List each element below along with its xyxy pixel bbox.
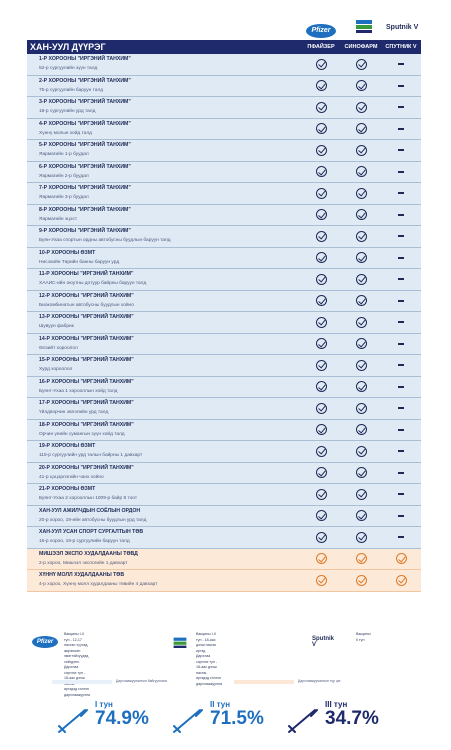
cell-sputnik bbox=[381, 269, 421, 290]
site-address: ХААИС-ийн оюутны дотуур байрны баруун талд bbox=[39, 281, 147, 286]
check-circle-icon bbox=[316, 446, 327, 457]
check-circle-icon bbox=[316, 317, 327, 328]
dash-icon bbox=[398, 85, 404, 87]
check-circle-icon bbox=[316, 274, 327, 285]
site-row bbox=[27, 463, 421, 485]
dash-icon bbox=[398, 386, 404, 388]
cell-sputnik bbox=[381, 441, 421, 462]
cell-sinopharm bbox=[341, 527, 381, 548]
check-circle-icon bbox=[356, 575, 367, 586]
check-circle-icon bbox=[356, 510, 367, 521]
site-address: 16-р хороо, 19-р сургуулийн баруун талд bbox=[39, 539, 130, 544]
site-address: Шувуун фабрик bbox=[39, 324, 74, 329]
cell-pfizer bbox=[301, 226, 341, 247]
dash-icon bbox=[398, 149, 404, 151]
cell-pfizer bbox=[301, 119, 341, 140]
site-row bbox=[27, 162, 421, 184]
check-circle-icon bbox=[316, 102, 327, 113]
site-name: 1-Р ХОРООНЫ "ИРГЭНИЙ ТАНХИМ" bbox=[39, 56, 131, 62]
site-info bbox=[27, 140, 301, 161]
site-name: 12-Р ХОРООНЫ "ИРГЭНИЙ ТАНХИМ" bbox=[39, 292, 134, 299]
check-circle-icon bbox=[316, 489, 327, 500]
cell-pfizer bbox=[301, 54, 341, 75]
check-circle-icon bbox=[356, 338, 367, 349]
dash-icon bbox=[398, 536, 404, 538]
cell-sinopharm bbox=[341, 291, 381, 312]
site-address: 18-р сургуулийн урд талд bbox=[39, 109, 96, 114]
site-address: 4-р хороо, Хүннү молл худалдааны төвийн 4 давхарт bbox=[39, 582, 158, 587]
check-circle-icon bbox=[316, 59, 327, 70]
dash-icon bbox=[398, 429, 404, 431]
site-info bbox=[27, 269, 301, 290]
stat-label: II тун bbox=[210, 700, 231, 709]
cell-pfizer bbox=[301, 506, 341, 527]
cell-sinopharm bbox=[341, 140, 381, 161]
cell-pfizer bbox=[301, 355, 341, 376]
stat-dose-1 bbox=[55, 700, 155, 740]
dash-icon bbox=[398, 407, 404, 409]
check-circle-icon bbox=[316, 467, 327, 478]
col-pfizer: ПФАЙЗЕР bbox=[307, 44, 335, 50]
dash-icon bbox=[398, 450, 404, 452]
cell-pfizer bbox=[301, 97, 341, 118]
stat-label: III тун bbox=[325, 700, 348, 709]
site-info bbox=[27, 76, 301, 97]
district-title: ХАН-УУЛ ДҮҮРЭГ bbox=[30, 42, 106, 52]
vaccine-logos bbox=[300, 0, 450, 40]
cell-sinopharm bbox=[341, 269, 381, 290]
check-circle-icon bbox=[356, 145, 367, 156]
check-circle-icon bbox=[356, 317, 367, 328]
site-name: 18-Р ХОРООНЫ "ИРГЭНИЙ ТАНХИМ" bbox=[39, 421, 134, 428]
pfizer-logo: Pfizer bbox=[32, 636, 58, 648]
check-circle-icon bbox=[356, 80, 367, 91]
site-name: 3-Р ХОРООНЫ "ИРГЭНИЙ ТАНХИМ" bbox=[39, 99, 131, 105]
site-info bbox=[27, 205, 301, 226]
cell-sinopharm bbox=[341, 312, 381, 333]
check-circle-icon bbox=[356, 446, 367, 457]
check-circle-icon bbox=[356, 252, 367, 263]
legend-text: Вакцины I-II тун - 12-17 настан хүүхэд, bbox=[64, 632, 89, 647]
cell-sputnik bbox=[381, 549, 421, 570]
site-address: Буян-Ухаа спортын ордны автобусны буудлын баруун талд bbox=[39, 238, 171, 243]
cell-sputnik bbox=[381, 463, 421, 484]
check-circle-icon bbox=[356, 188, 367, 199]
site-info bbox=[27, 377, 301, 398]
dash-icon bbox=[398, 343, 404, 345]
site-name: 20-Р ХОРООНЫ "ИРГЭНИЙ ТАНХИМ" bbox=[39, 464, 134, 471]
col-sinopharm: СИНОФАРМ bbox=[344, 44, 378, 50]
site-info bbox=[27, 570, 301, 591]
syringe-icon bbox=[55, 706, 91, 736]
dash-icon bbox=[398, 214, 404, 216]
cell-pfizer bbox=[301, 140, 341, 161]
check-circle-icon bbox=[356, 231, 367, 242]
site-name: 8-Р ХОРООНЫ "ИРГЭНИЙ ТАНХИМ" bbox=[39, 206, 131, 213]
site-name: 10-Р ХОРООНЫ ӨЗМТ bbox=[39, 249, 96, 256]
cell-pfizer bbox=[301, 484, 341, 505]
site-name: 19-Р ХОРООНЫ ӨЗМТ bbox=[39, 443, 96, 449]
check-circle-icon bbox=[356, 553, 367, 564]
cell-pfizer bbox=[301, 205, 341, 226]
vaccination-site-list bbox=[27, 54, 421, 592]
site-address: Яармагийн 2-р буудал bbox=[39, 173, 89, 179]
cell-sinopharm bbox=[341, 334, 381, 355]
legend-text: иргэдэд сэлгэн дархлаажуулна bbox=[196, 676, 222, 686]
site-name: 2-Р ХОРООНЫ "ИРГЭНИЙ ТАНХИМ" bbox=[39, 77, 131, 84]
site-row bbox=[27, 484, 421, 506]
syringe-icon bbox=[285, 706, 321, 736]
site-row bbox=[27, 248, 421, 270]
site-address: Буянт-Ухаа 2 хорооллын 1009-р байр 8 тоот bbox=[39, 496, 138, 501]
cell-sinopharm bbox=[341, 506, 381, 527]
check-circle-icon bbox=[356, 295, 367, 306]
check-circle-icon bbox=[356, 532, 367, 543]
cell-sinopharm bbox=[341, 570, 381, 591]
dash-icon bbox=[398, 493, 404, 495]
site-info bbox=[27, 248, 301, 269]
site-address: Өлзийт хороолол bbox=[39, 345, 78, 351]
site-name: 6-Р ХОРООНЫ "ИРГЭНИЙ ТАНХИМ" bbox=[39, 163, 131, 170]
cell-sinopharm bbox=[341, 162, 381, 183]
site-info bbox=[27, 506, 301, 527]
dash-icon bbox=[398, 63, 404, 65]
check-circle-icon bbox=[356, 467, 367, 478]
cell-sputnik bbox=[381, 162, 421, 183]
cell-sinopharm bbox=[341, 205, 381, 226]
site-address: Яармагийн 1-р буудал bbox=[39, 152, 89, 157]
cell-sputnik bbox=[381, 205, 421, 226]
cell-pfizer bbox=[301, 377, 341, 398]
site-row bbox=[27, 54, 421, 76]
cell-sinopharm bbox=[341, 54, 381, 75]
site-info bbox=[27, 420, 301, 441]
site-row bbox=[27, 97, 421, 119]
site-address: Биокомбинатын автобусны буудлын хойно bbox=[39, 302, 134, 308]
site-name: 21-Р ХОРООНЫ ӨЗМТ bbox=[39, 486, 96, 492]
site-info bbox=[27, 54, 301, 75]
cell-sputnik bbox=[381, 334, 421, 355]
site-type-legend bbox=[52, 680, 392, 690]
legend-text: иргэдэд сэлгэн дархлаажуулна bbox=[64, 687, 90, 697]
site-name: ХҮННҮ МОЛЛ ХУДАЛДААНЫ ТӨВ bbox=[39, 572, 125, 578]
site-info bbox=[27, 355, 301, 376]
cell-sputnik bbox=[381, 570, 421, 591]
cell-sputnik bbox=[381, 398, 421, 419]
site-info bbox=[27, 119, 301, 140]
check-circle-icon bbox=[316, 575, 327, 586]
cell-pfizer bbox=[301, 76, 341, 97]
site-info bbox=[27, 183, 301, 204]
site-info bbox=[27, 312, 301, 333]
site-name: 11-Р ХОРООНЫ "ИРГЭНИЙ ТАНХИМ" bbox=[39, 271, 134, 277]
check-circle-icon bbox=[356, 166, 367, 177]
site-name: ХАН-УУЛ УСАН СПОРТ СУРГАЛТЫН ТӨВ bbox=[39, 529, 144, 535]
check-circle-icon bbox=[316, 252, 327, 263]
site-name: 17-Р ХОРООНЫ "ИРГЭНИЙ ТАНХИМ" bbox=[39, 400, 134, 406]
cell-sinopharm bbox=[341, 76, 381, 97]
site-name: ХАН-УУЛ АЖИЛЧДЫН СОЁЛЫН ОРДОН bbox=[39, 507, 141, 514]
site-name: 4-Р ХОРООНЫ "ИРГЭНИЙ ТАНХИМ" bbox=[39, 120, 131, 127]
check-circle-icon bbox=[316, 553, 327, 564]
cell-pfizer bbox=[301, 248, 341, 269]
col-sputnik: СПУТНИК V bbox=[385, 44, 417, 50]
site-info bbox=[27, 226, 301, 247]
stat-value: 34.7% bbox=[325, 708, 379, 729]
syringe-icon bbox=[170, 706, 206, 736]
site-name: 9-Р ХОРООНЫ "ИРГЭНИЙ ТАНХИМ" bbox=[39, 228, 131, 234]
cell-sputnik bbox=[381, 76, 421, 97]
cell-pfizer bbox=[301, 183, 341, 204]
site-row bbox=[27, 355, 421, 377]
check-circle-icon bbox=[356, 489, 367, 500]
site-info bbox=[27, 527, 301, 548]
site-name: 7-Р ХОРООНЫ "ИРГЭНИЙ ТАНХИМ" bbox=[39, 185, 131, 191]
cell-sputnik bbox=[381, 97, 421, 118]
cell-pfizer bbox=[301, 420, 341, 441]
cell-sinopharm bbox=[341, 463, 381, 484]
check-circle-icon bbox=[316, 338, 327, 349]
site-row bbox=[27, 506, 421, 528]
site-row bbox=[27, 570, 421, 592]
check-circle-icon bbox=[316, 510, 327, 521]
site-row bbox=[27, 140, 421, 162]
permanent-site-label: Дархлаажуулалтын байгууллага bbox=[116, 679, 167, 683]
site-name: 5-Р ХОРООНЫ "ИРГЭНИЙ ТАНХИМ" bbox=[39, 142, 131, 148]
dash-icon bbox=[398, 257, 404, 259]
site-name: 14-Р ХОРООНЫ "ИРГЭНИЙ ТАНХИМ" bbox=[39, 335, 134, 342]
cell-sinopharm bbox=[341, 420, 381, 441]
cell-sputnik bbox=[381, 226, 421, 247]
cell-sinopharm bbox=[341, 441, 381, 462]
cell-sputnik bbox=[381, 140, 421, 161]
check-circle-icon bbox=[396, 575, 407, 586]
cell-pfizer bbox=[301, 291, 341, 312]
legend-text: Вакцины I-II тун - 18-аас дээш насны иргэд bbox=[196, 632, 217, 653]
site-info bbox=[27, 162, 301, 183]
site-address: 20-р хороо, 19-ийн автобусны буудлын урд талд bbox=[39, 517, 147, 523]
cell-sputnik bbox=[381, 312, 421, 333]
dash-icon bbox=[398, 171, 404, 173]
cell-sinopharm bbox=[341, 377, 381, 398]
cell-pfizer bbox=[301, 463, 341, 484]
site-row bbox=[27, 398, 421, 420]
vaccination-stats bbox=[55, 700, 385, 740]
check-circle-icon bbox=[396, 553, 407, 564]
cell-sinopharm bbox=[341, 484, 381, 505]
site-row bbox=[27, 76, 421, 98]
cell-sputnik bbox=[381, 183, 421, 204]
check-circle-icon bbox=[356, 424, 367, 435]
cell-sputnik bbox=[381, 377, 421, 398]
site-info bbox=[27, 549, 301, 570]
permanent-site-swatch bbox=[52, 680, 112, 684]
site-address: Хүннү молын хойд талд bbox=[39, 130, 92, 136]
site-row bbox=[27, 205, 421, 227]
cell-sputnik bbox=[381, 420, 421, 441]
legend-text: жирэмсэн эмэгтэйчүүдэд хийгдэнэ. bbox=[64, 648, 89, 664]
site-address: 41-р цэцэрлэгийн чанх хойно bbox=[39, 474, 104, 480]
cell-sputnik bbox=[381, 248, 421, 269]
stat-value: 74.9% bbox=[95, 708, 149, 729]
dash-icon bbox=[398, 515, 404, 517]
site-info bbox=[27, 398, 301, 419]
cell-sputnik bbox=[381, 355, 421, 376]
site-name: 15-Р ХОРООНЫ "ИРГЭНИЙ ТАНХИМ" bbox=[39, 357, 134, 363]
temporary-site-swatch bbox=[234, 680, 294, 684]
check-circle-icon bbox=[356, 209, 367, 220]
cell-sinopharm bbox=[341, 119, 381, 140]
dash-icon bbox=[398, 472, 404, 474]
check-circle-icon bbox=[316, 209, 327, 220]
site-row bbox=[27, 549, 421, 571]
cell-pfizer bbox=[301, 269, 341, 290]
site-address: 115-р сургуулийн урд талын байрны 1 давхарт bbox=[39, 453, 143, 458]
site-address: Яармагийн 3-р буудал bbox=[39, 195, 89, 200]
cell-sinopharm bbox=[341, 355, 381, 376]
site-row bbox=[27, 291, 421, 313]
site-info bbox=[27, 441, 301, 462]
check-circle-icon bbox=[316, 188, 327, 199]
check-circle-icon bbox=[356, 102, 367, 113]
site-info bbox=[27, 484, 301, 505]
check-circle-icon bbox=[356, 360, 367, 371]
site-row bbox=[27, 377, 421, 399]
site-row bbox=[27, 183, 421, 205]
cell-pfizer bbox=[301, 334, 341, 355]
dash-icon bbox=[398, 278, 404, 280]
check-circle-icon bbox=[316, 166, 327, 177]
site-info bbox=[27, 291, 301, 312]
site-address: Орчин үеийн сумангын зүүн хойд талд bbox=[39, 431, 125, 437]
check-circle-icon bbox=[316, 123, 327, 134]
check-circle-icon bbox=[316, 381, 327, 392]
site-name: 16-Р ХОРООНЫ "ИРГЭНИЙ ТАНХИМ" bbox=[39, 378, 134, 385]
cell-sinopharm bbox=[341, 549, 381, 570]
check-circle-icon bbox=[316, 360, 327, 371]
site-row bbox=[27, 269, 421, 291]
check-circle-icon bbox=[356, 123, 367, 134]
site-row bbox=[27, 441, 421, 463]
dash-icon bbox=[398, 300, 404, 302]
cell-pfizer bbox=[301, 549, 341, 570]
cell-pfizer bbox=[301, 162, 341, 183]
cell-sinopharm bbox=[341, 398, 381, 419]
dash-icon bbox=[398, 128, 404, 130]
cell-sinopharm bbox=[341, 97, 381, 118]
check-circle-icon bbox=[316, 424, 327, 435]
cell-pfizer bbox=[301, 441, 341, 462]
dash-icon bbox=[398, 106, 404, 108]
site-info bbox=[27, 334, 301, 355]
sinopharm-logo bbox=[172, 636, 188, 652]
cell-pfizer bbox=[301, 570, 341, 591]
check-circle-icon bbox=[356, 274, 367, 285]
stat-dose-3 bbox=[285, 700, 385, 740]
site-address: Үйлдвэрчин эвлэлийн урд талд bbox=[39, 410, 109, 415]
check-circle-icon bbox=[316, 80, 327, 91]
dash-icon bbox=[398, 321, 404, 323]
cell-sinopharm bbox=[341, 183, 381, 204]
legend-text: Вакцины II тун bbox=[356, 632, 371, 642]
dash-icon bbox=[398, 364, 404, 366]
site-address: 2-р хороо, Мишээл экспогийн 1 давхарт bbox=[39, 560, 128, 566]
check-circle-icon bbox=[356, 403, 367, 414]
cell-pfizer bbox=[301, 312, 341, 333]
site-name: МИШЭЭЛ ЭКСПО ХУДАЛДААНЫ ТӨВД bbox=[39, 550, 138, 557]
site-address: Нисэхийн Төрийн банны баруун урд bbox=[39, 259, 120, 265]
pfizer-logo: Pfizer bbox=[306, 24, 336, 38]
dash-icon bbox=[398, 192, 404, 194]
cell-sputnik bbox=[381, 119, 421, 140]
cell-sputnik bbox=[381, 54, 421, 75]
site-row bbox=[27, 334, 421, 356]
sputnik-logo: Sputnik V bbox=[386, 24, 419, 31]
site-address: Хурд хороолол bbox=[39, 367, 73, 372]
sputnik-logo: Sputnik V bbox=[312, 636, 334, 648]
cell-sinopharm bbox=[341, 248, 381, 269]
check-circle-icon bbox=[316, 403, 327, 414]
site-row bbox=[27, 527, 421, 549]
site-address: Яармагийн эцэст bbox=[39, 216, 78, 222]
legend-text: Дархлаа сэргээх тун - 18-аас дээш bbox=[64, 665, 86, 680]
site-row bbox=[27, 420, 421, 442]
cell-pfizer bbox=[301, 527, 341, 548]
check-circle-icon bbox=[316, 295, 327, 306]
check-circle-icon bbox=[316, 231, 327, 242]
site-info bbox=[27, 97, 301, 118]
site-row bbox=[27, 312, 421, 334]
check-circle-icon bbox=[316, 145, 327, 156]
sinopharm-logo bbox=[354, 18, 374, 38]
stat-label: I тун bbox=[95, 700, 113, 709]
cell-sputnik bbox=[381, 291, 421, 312]
site-info bbox=[27, 463, 301, 484]
legend-text: Дархлаа сэргээх тун - 18-аас дээш насны bbox=[196, 654, 218, 675]
site-row bbox=[27, 119, 421, 141]
stat-dose-2 bbox=[170, 700, 270, 740]
check-circle-icon bbox=[356, 381, 367, 392]
cell-sputnik bbox=[381, 527, 421, 548]
cell-sinopharm bbox=[341, 226, 381, 247]
table-header bbox=[27, 40, 421, 54]
site-row bbox=[27, 226, 421, 248]
temporary-site-label: Дархлаажуулалтын түр цэг bbox=[298, 679, 341, 683]
stat-value: 71.5% bbox=[210, 708, 264, 729]
check-circle-icon bbox=[316, 532, 327, 543]
cell-sputnik bbox=[381, 484, 421, 505]
site-name: 13-Р ХОРООНЫ "ИРГЭНИЙ ТАНХИМ" bbox=[39, 314, 134, 320]
site-address: 52-р сургуулийн зүүн талд bbox=[39, 66, 98, 71]
site-address: Буянт-Ухаа 1 хорооллын хойд талд bbox=[39, 388, 118, 394]
cell-pfizer bbox=[301, 398, 341, 419]
cell-sputnik bbox=[381, 506, 421, 527]
site-address: 75-р сургуулийн баруун талд bbox=[39, 87, 104, 93]
dash-icon bbox=[398, 235, 404, 237]
check-circle-icon bbox=[356, 59, 367, 70]
